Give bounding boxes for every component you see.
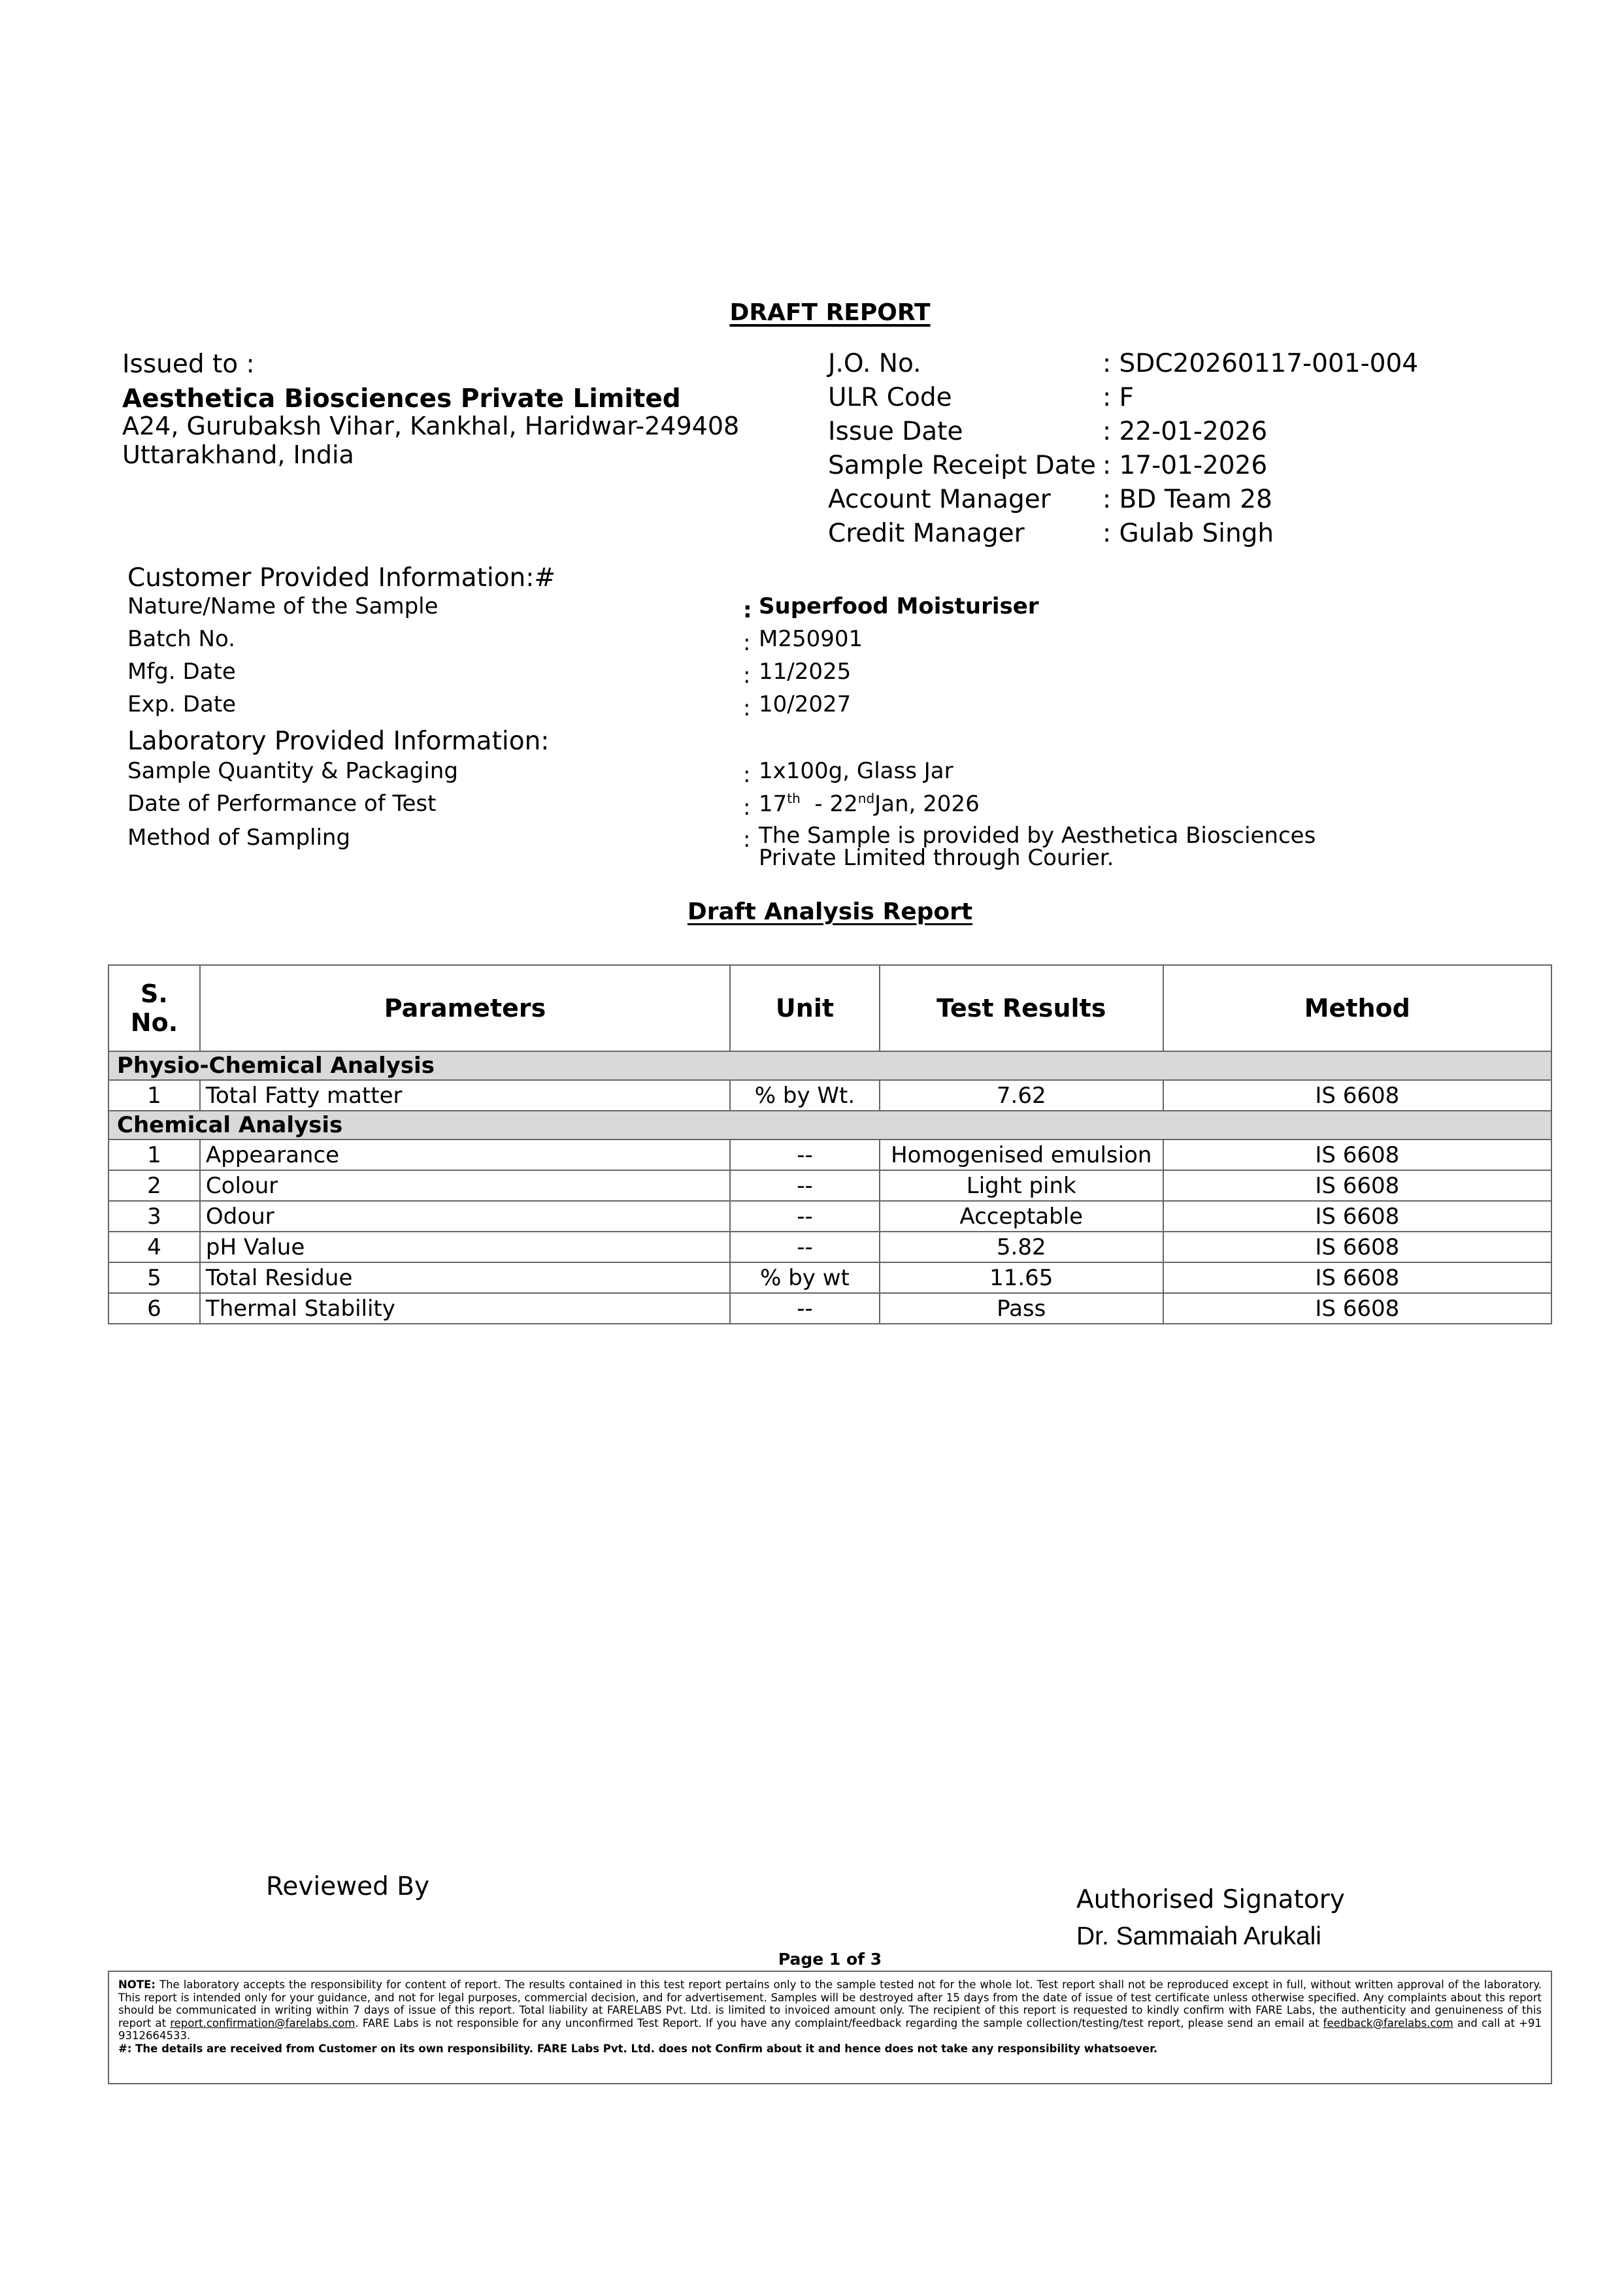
- results-table: [108, 964, 1552, 1324]
- col-header-sno: S. No.: [108, 965, 200, 1051]
- meta-value: : SDC20260117-001-004: [1102, 348, 1419, 378]
- info-value-mfg: : 11/2025: [743, 659, 852, 689]
- col-header-unit: Unit: [730, 965, 880, 1051]
- info-value-sampling-method: : The Sample is provided by Aesthetica Biosciences Private Limited through Courier.: [743, 823, 1316, 871]
- lab-info-heading: Laboratory Provided Information:: [127, 727, 550, 756]
- meta-label: Issue Date: [828, 416, 963, 446]
- meta-value: : Gulab Singh: [1102, 518, 1274, 548]
- table-row: 1 Appearance -- Homogenised emulsion IS 6608: [108, 1140, 1551, 1170]
- info-label: Date of Performance of Test: [127, 791, 437, 817]
- note-text: The laboratory accepts the responsibility for content of report. The results contained in this test report pertains only to the sample tested not for the whole lot. Test report shall not be reproduced except in full, without written approval of the laboratory. This report is intended only for your guidance, and not for legal purposes, commercial decision, and for advertisement. Samples will be destroyed after 15 days from the date of issue of test certificate unless otherwise specified. Any complaints about this report should be communicated in writing within 7 days of issue of this report. Total liability at FARELABS Pvt. Ltd. is limited to invoiced amount only. The recipient of this report is requested to kindly confirm with FARE Labs, the authenticity and genuineness of this report at: [118, 1978, 1542, 2029]
- meta-label: Sample Receipt Date: [828, 450, 1096, 480]
- table-header-row: [108, 965, 1551, 1051]
- note-label: NOTE:: [118, 1978, 156, 1991]
- info-value-sample-name: : Superfood Moisturiser: [743, 593, 1039, 623]
- meta-row-credit-manager: [828, 516, 1418, 550]
- info-value-quantity: : 1x100g, Glass Jar: [743, 758, 953, 788]
- customer-info-heading: Customer Provided Information:#: [127, 563, 556, 593]
- disclaimer-text: #: The details are received from Customer on its own responsibility. FARE Labs Pvt. Ltd. does not Confirm about it and hence does not take any responsibility whatsoever.: [118, 2042, 1158, 2055]
- meta-row-account-manager: [828, 482, 1418, 516]
- meta-value: : F: [1102, 382, 1134, 412]
- address-line-1: A24, Gurubaksh Vihar, Kankhal, Haridwar-249408: [122, 412, 740, 440]
- info-label: Batch No.: [127, 626, 235, 652]
- signatory-name: Dr. Sammaiah Arukali: [1076, 1922, 1321, 1950]
- meta-value: : BD Team 28: [1102, 484, 1272, 514]
- info-label: Nature/Name of the Sample: [127, 593, 439, 619]
- authorised-signatory-label: Authorised Signatory: [1076, 1885, 1345, 1914]
- col-header-results: Test Results: [880, 965, 1163, 1051]
- table-row: 1 Total Fatty matter % by Wt. 7.62 IS 6608: [108, 1080, 1551, 1111]
- feedback-email-link[interactable]: feedback@farelabs.com: [1323, 2016, 1453, 2029]
- meta-label: Credit Manager: [828, 518, 1025, 548]
- table-row: 5 Total Residue % by wt 11.65 IS 6608: [108, 1262, 1551, 1293]
- analysis-title: Draft Analysis Report: [687, 898, 973, 925]
- col-header-method: Method: [1163, 965, 1551, 1051]
- meta-value: : 17-01-2026: [1102, 450, 1268, 480]
- report-meta: [828, 346, 1418, 550]
- footer-note-box: NOTE: The laboratory accepts the responsibility for content of report. The results contained in this test report pertains only to the sample tested not for the whole lot. Test report shall not be reproduced except in full, without written approval of the laboratory. This report is intended only for your guidance, and not for legal purposes, commercial decision, and for advertisement. Samples will be destroyed after 15 days from the date of issue of test certificate unless otherwise specified. Any complaints about this report should be communicated in writing within 7 days of issue of this report. Total liability at FARELABS Pvt. Ltd. is limited to invoiced amount only. The recipient of this report is requested to kindly confirm with FARE Labs, the authenticity and genuineness of this report at report.confirmation@farelabs.com. FARE Labs is not responsible for any unconfirmed Test Report. If you have any complaint/feedback regarding the sample collection/testing/test report, please send an email at feedback@farelabs.com and call at +91 9312664533. #: The details are received from Customer on its own responsibility. FARE Labs Pvt. Ltd. does not Confirm about it and hence does not take any responsibility whatsoever.: [108, 1971, 1552, 2084]
- info-label: Sample Quantity & Packaging: [127, 758, 458, 784]
- meta-label: J.O. No.: [828, 348, 921, 378]
- signatory-block: [1076, 1882, 1345, 1955]
- table-row: 2 Colour -- Light pink IS 6608: [108, 1170, 1551, 1201]
- info-label: Exp. Date: [127, 691, 237, 717]
- meta-label: ULR Code: [828, 382, 952, 412]
- address-line-2: Uttarakhand, India: [122, 440, 354, 469]
- meta-row-ulr: [828, 380, 1418, 414]
- info-value-batch: : M250901: [743, 626, 863, 656]
- table-row: 6 Thermal Stability -- Pass IS 6608: [108, 1293, 1551, 1324]
- company-name: Aesthetica Biosciences Private Limited: [122, 384, 681, 414]
- table-row: 3 Odour -- Acceptable IS 6608: [108, 1201, 1551, 1232]
- meta-row-receipt-date: [828, 448, 1418, 482]
- col-header-parameters: Parameters: [200, 965, 730, 1051]
- group-row: Chemical Analysis: [108, 1111, 1551, 1140]
- info-label: Method of Sampling: [127, 825, 351, 851]
- confirmation-email-link[interactable]: report.confirmation@farelabs.com: [170, 2016, 356, 2029]
- info-label: Mfg. Date: [127, 659, 236, 685]
- info-value-test-dates: : 17th - 22ndJan, 2026: [743, 791, 980, 821]
- group-row: Physio-Chemical Analysis: [108, 1051, 1551, 1080]
- report-title: DRAFT REPORT: [729, 299, 931, 326]
- reviewed-by-label: Reviewed By: [266, 1872, 430, 1901]
- meta-row-issue-date: [828, 414, 1418, 448]
- meta-label: Account Manager: [828, 484, 1051, 514]
- company-address: [122, 412, 739, 469]
- meta-value: : 22-01-2026: [1102, 416, 1268, 446]
- page-number: Page 1 of 3: [778, 1950, 882, 1969]
- info-value-exp: : 10/2027: [743, 691, 852, 721]
- table-row: 4 pH Value -- 5.82 IS 6608: [108, 1232, 1551, 1262]
- meta-row-jo: [828, 346, 1418, 380]
- issued-to-label: Issued to :: [122, 350, 255, 379]
